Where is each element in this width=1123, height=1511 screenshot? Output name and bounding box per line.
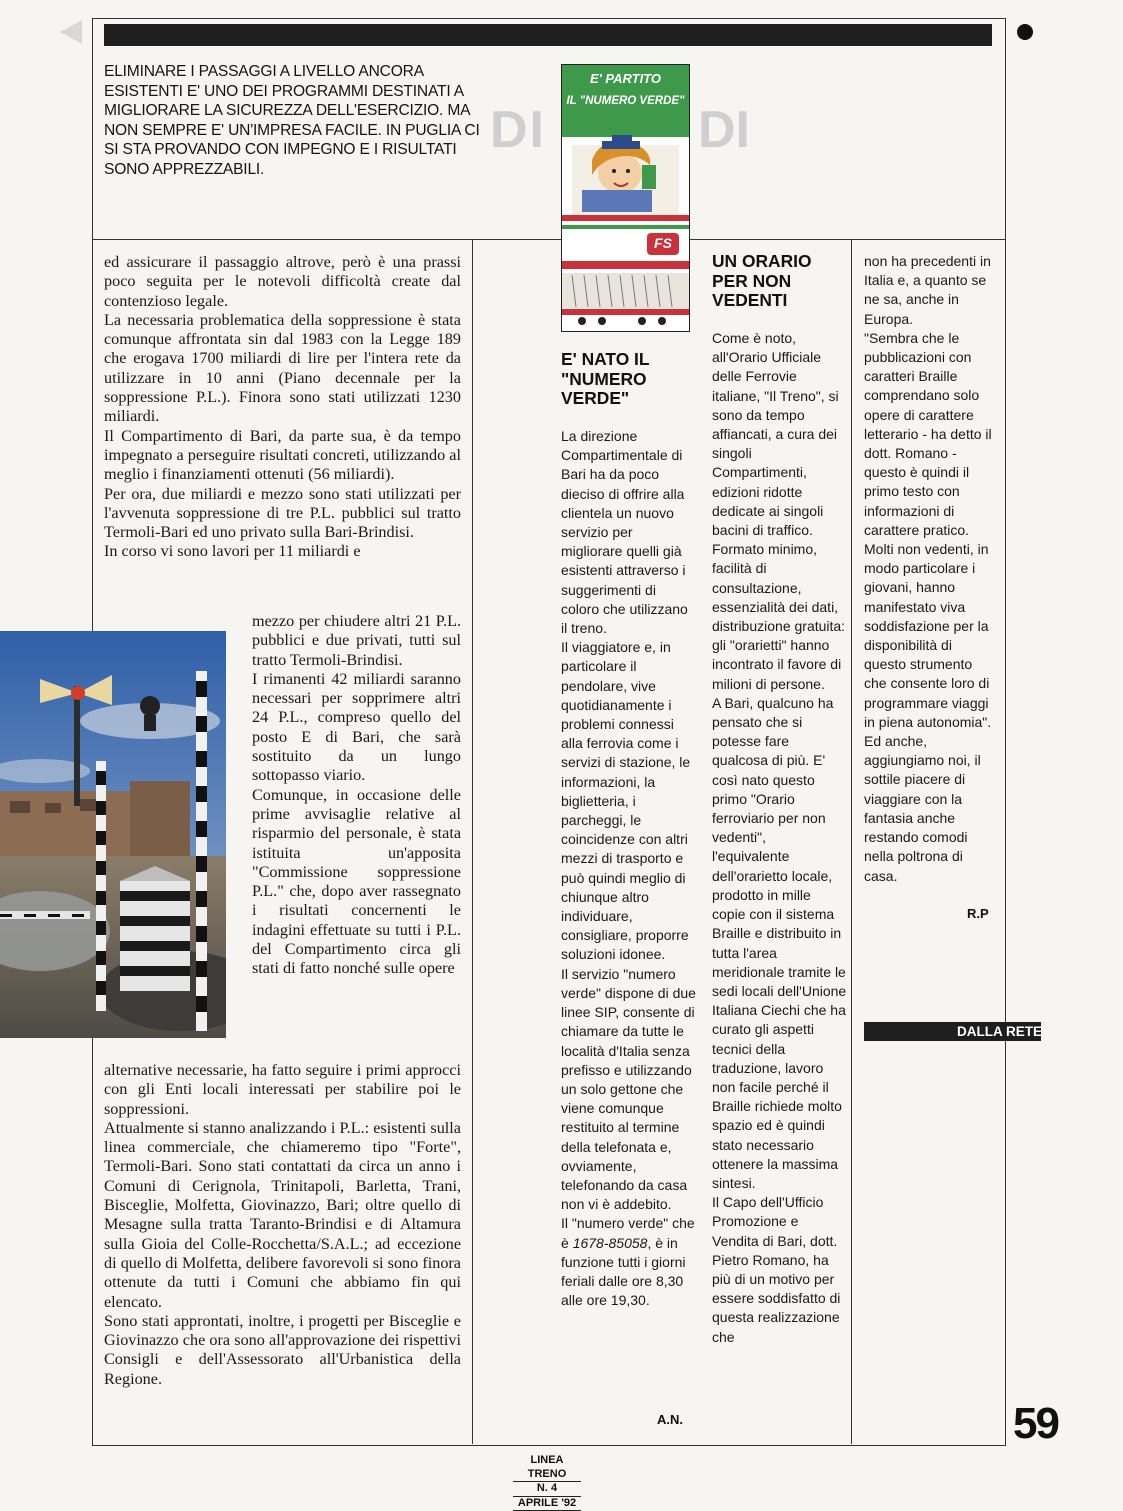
phone-number: 1678-85058: [573, 1235, 648, 1251]
orario-paragraph: A Bari, qualcuno ha pensato che si potesse fare qualcosa di più. E' così nato questo primo "Orario ferroviario per non vedenti", l'equivalente dell'orarietto locale, prodotto in mille copie con il sistema Braille e distribuito in tutta l'area meridionale tramite le sedi locali dell'Unione Italiana Ciechi che ha curato gli aspetti tecnici della traduzione, lavoro non facile perché il Braille richiede molto spazio ed è quindi stato necessario ottenere la massima sintesi.: [712, 694, 847, 1193]
section-label: DALLA RETE: [957, 1022, 1042, 1041]
comic-caption-line-2: IL "NUMERO VERDE": [562, 95, 689, 107]
headline-line: E' NATO IL: [561, 350, 696, 370]
numero-verde-paragraph: Il viaggiatore e, in particolare il pendolare, vive quotidianamente i problemi connessi alla ferrovia come i servizi di stazione, le informazioni, la biglietteria, i parcheggi, le coincidenze con altri mezzi di trasporto e può quindi meglio di chiunque altro individuare, consigliare, proporre soluzioni idonee.: [561, 638, 696, 964]
main-paragraph: La necessaria problematica della soppressione è stata comunque affrontata sin dal 1983 con la Legge 189 che erogava 1700 miliardi di lire per l'intera rete da utilizzare in 10 anni (Piano decennale per la soppressione P.L.). Finora sono stati utilizzati 1230 miliardi.: [104, 311, 461, 427]
level-crossing-photo-svg: [0, 631, 226, 1038]
main-article-part-2: [252, 612, 461, 979]
orario-paragraph: Il Capo dell'Ufficio Promozione e Vendita di Bari, dott. Pietro Romano, ha più di un motivo per essere soddisfatto di questa realizzazione che: [712, 1193, 847, 1347]
headline-line: UN ORARIO: [712, 252, 847, 272]
magazine-footer: [513, 1454, 581, 1511]
phone-outro: , è in funzione tutti i giorni feriali dalle ore 8,30 alle ore 19,30.: [561, 1235, 686, 1309]
column-divider-2: [851, 239, 852, 1444]
main-paragraph: Per ora, due miliardi e mezzo sono stati utilizzati per l'avvenuta soppressione di tre P.L. pubblici sul tratto Termoli-Bari ed uno privato sulla Bari-Brindisi.: [104, 485, 461, 543]
orario-continuation: [864, 252, 994, 886]
ghost-arrow-decoration: [60, 20, 82, 44]
ghost-bleedthrough-title: DI: [490, 100, 546, 160]
phone-intro: Il "numero verde" che è: [561, 1215, 695, 1250]
headline-line: PER NON: [712, 272, 847, 292]
orario-paragraph: non ha precedenti in Italia e, a quanto se ne sa, anche in Europa.: [864, 252, 994, 329]
main-paragraph: Il Compartimento di Bari, da parte sua, è da tempo impegnato a perseguire risultati concreti, utilizzando al meglio i finanziamenti ottenuti (56 miliardi).: [104, 427, 461, 485]
main-paragraph: In corso vi sono lavori per 11 miliardi e: [104, 542, 461, 561]
main-article-part-1: [104, 253, 461, 562]
main-paragraph: ed assicurare il passaggio altrove, però è una prassi poco seguita per le notevoli difficoltà create dal contenzioso legale.: [104, 253, 461, 311]
page-number: 59: [1013, 1400, 1058, 1448]
ghost-bleedthrough-title-2: DI: [698, 100, 750, 160]
numero-verde-paragraph: [561, 1214, 696, 1310]
numero-verde-comic: [561, 64, 690, 332]
headline-line: VEDENTI: [712, 291, 847, 311]
numero-verde-paragraph: Il servizio "numero verde" dispone di due linee SIP, consente di chiamare da tutte le località d'Italia senza prefisso e utilizzando un solo gettone che viene comunque restituito al termine della telefonata e, ovviamente, telefonando da casa non vi è addebito.: [561, 965, 696, 1215]
main-paragraph: Attualmente si stanno analizzando i P.L.: esistenti sulla linea commerciale, che chiameremo tipo "Forte", Termoli-Bari. Sono stati contattati da circa un anno i Comuni di Cerignola, Trinitapoli, Barletta, Trani, Bisceglie, Molfetta, Giovinazzo, Bari; oltre quello di Mesagne sulla tratta Taranto-Brindisi e di Altamura sulla Gioia del Colle-Rocchetta/S.A.L.; ad eccezione di quello di Molfetta, delibere favorevoli si sono finora ottenute da tutti i Comuni che abbiamo fin qui elencato.: [104, 1119, 461, 1312]
numero-verde-paragraph: La direzione Compartimentale di Bari ha da poco dieciso di offrire alla clientela un nuovo servizio per migliorare quelli già esistenti attraverso i suggerimenti di coloro che utilizzano il treno.: [561, 427, 696, 638]
deck-divider: [92, 239, 1005, 240]
main-paragraph: I rimanenti 42 miliardi saranno necessari per sopprimere altri 24 P.L., compreso quello del posto E di Bari, che sarà sostituito da un lungo sottopasso viario.: [252, 670, 461, 786]
orario-paragraph: "Sembra che le pubblicazioni con caratteri Braille comprendano solo opere di carattere letterario - ha detto il dott. Romano - questo è quindi il primo testo con informazioni di carattere pratico. Molti non vedenti, in modo particolare i giovani, hanno manifestato viva soddisfazione per la disponibilità di questo strumento che consente loro di programmare viaggi in piena autonomia".: [864, 329, 994, 732]
main-paragraph: alternative necessarie, ha fatto seguire i primi approcci con gli Enti locali interessati per stabilire poi le soppressioni.: [104, 1061, 461, 1119]
top-black-bar: [104, 24, 992, 46]
headline-line: "NUMERO: [561, 370, 696, 390]
main-paragraph: mezzo per chiudere altri 21 P.L. pubblici e due privati, tutti sul tratto Termoli-Brindisi.: [252, 612, 461, 670]
article-deck: ELIMINARE I PASSAGGI A LIVELLO ANCORA ESISTENTI E' UNO DEI PROGRAMMI DESTINATI A MIGLIORARE LA SICUREZZA DELL'ESERCIZIO. MA NON SEMPRE E' UN'IMPRESA FACILE. IN PUGLIA CI SI STA PROVANDO CON IMPEGNO E I RISULTATI SONO APPREZZABILI.: [104, 62, 484, 179]
fs-logo: FS: [647, 235, 679, 251]
orario-paragraph: Ed anche, aggiungiamo noi, il sottile piacere di viaggiare con la fantasia anche restando comodi nella poltrona di casa.: [864, 732, 994, 886]
author-initials-rp: R.P: [967, 906, 989, 921]
column-divider-1: [472, 239, 473, 1444]
orario-paragraph: Come è noto, all'Orario Ufficiale delle Ferrovie italiane, "Il Treno", si sono da tempo affiancati, a cura dei singoli Compartimenti, edizioni ridotte dedicate ai singoli bacini di traffico. Formato minimo, facilità di consultazione, essenzialità dei dati, distribuzione gratuita: gli "orarietti" hanno incontrato il favore di milioni di persone.: [712, 329, 847, 694]
numero-verde-body: [561, 427, 696, 1310]
comic-caption-line-1: E' PARTITO: [562, 71, 689, 86]
top-bullet-dot: [1017, 24, 1033, 40]
footer-magazine: LINEA TRENO: [513, 1454, 581, 1482]
main-article-part-3: [104, 1061, 461, 1389]
orario-body: [712, 329, 847, 1347]
headline-line: VERDE": [561, 389, 696, 409]
numero-verde-headline: [561, 350, 696, 409]
author-initials-an: A.N.: [657, 1412, 683, 1427]
main-paragraph: Sono stati approntati, inoltre, i progetti per Bisceglie e Giovinazzo che ora sono all'approvazione dei rispettivi Consigli e dell'Assessorato all'Urbanistica della Regione.: [104, 1312, 461, 1389]
orario-headline: [712, 252, 847, 311]
main-paragraph: Comunque, in occasione delle prime avvisaglie relative al risparmio del personale, è stata istituita un'apposita "Commissione soppressione P.L." che, dopo aver rassegnato i risultati concernenti le indagini effettuate su tutti i P.L. del Compartimento circa gli stati di fatto nonché sulle opere: [252, 786, 461, 979]
level-crossing-photo: [0, 631, 226, 1038]
footer-date: APRILE '92: [513, 1497, 581, 1511]
footer-issue: N. 4: [513, 1482, 581, 1497]
